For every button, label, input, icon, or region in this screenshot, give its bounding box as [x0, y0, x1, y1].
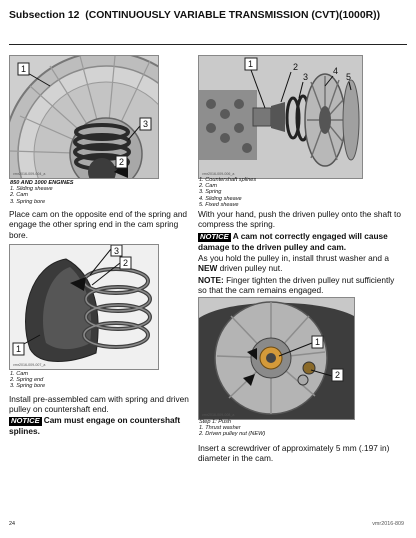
caption-item: 3. Spring bore	[10, 198, 46, 205]
caption-item: 5. Fixed sheave	[199, 201, 239, 208]
callout-2-label: 2	[335, 370, 341, 380]
callout-2-label: 2	[119, 157, 125, 167]
paragraph: Install pre-assembled cam with spring and driven pulley on countershaft end.	[9, 394, 189, 415]
figure-driven-pulley-parts	[198, 55, 363, 179]
figure-code: vmr2016-009-006_a	[202, 172, 235, 176]
caption-item: 2. Driven pulley nut (NEW)	[199, 431, 266, 438]
page-number: 24	[9, 521, 15, 527]
notice-block	[9, 415, 193, 436]
paragraph: Place cam on the opposite end of the spring and engage the other spring end in the cam spring bore.	[9, 209, 188, 240]
installation-illustration	[199, 298, 354, 419]
pulley-parts-illustration	[199, 56, 362, 178]
cam-illustration	[10, 245, 158, 369]
callout-1-label: 1	[315, 337, 321, 347]
note-block	[198, 275, 404, 296]
notice-label: NOTICE	[200, 232, 229, 241]
figure-code: vmr2016-009-007_a	[13, 363, 46, 367]
callout-3-label: 3	[114, 246, 120, 256]
caption-item: 4. Sliding sheave	[199, 195, 242, 202]
caption-item: 2. Spring end	[10, 377, 44, 384]
callout-1-label: 1	[248, 59, 254, 69]
paragraph: Insert a screwdriver of approximately 5 mm (.197 in) diameter in the cam.	[198, 443, 390, 464]
subsection-label: Subsection 12	[9, 10, 80, 21]
callout-5-label: 5	[346, 72, 352, 82]
page-header	[9, 10, 380, 21]
caption-item: 3. Spring	[199, 189, 222, 196]
caption-item: 1. Thrust washer	[199, 425, 241, 432]
pulley-illustration	[10, 56, 158, 178]
callout-2-label: 2	[123, 258, 129, 268]
figure-thrust-washer-nut	[198, 297, 355, 420]
caption-item: 2. Cam	[199, 183, 218, 190]
caption-step: Step 1: Push	[199, 419, 232, 425]
caption-item: 3. Spring bore	[10, 383, 46, 390]
callout-1-label: 1	[21, 64, 27, 74]
caption-item: 1. Countershaft splines	[199, 177, 257, 183]
callout-4-label: 4	[333, 66, 339, 76]
caption-item: 1. Cam	[10, 371, 29, 377]
callout-3-label: 3	[303, 72, 309, 82]
note-label: NOTE:	[198, 275, 224, 285]
figure-3-caption	[10, 371, 158, 390]
header-rule	[9, 44, 407, 45]
caption-item: 2. Cam	[10, 192, 29, 199]
callout-2-label: 2	[293, 62, 299, 72]
figure-cam-spring-bore	[9, 55, 159, 179]
figure-cam-spring	[9, 244, 159, 370]
note-text: Finger tighten the driven pulley nut sufficiently so that the cam remains engaged.	[198, 275, 395, 296]
figure-code: vmr2016-009-008_a	[202, 413, 235, 417]
paragraph: With your hand, push the driven pulley onto the shaft to compress the spring.	[198, 209, 401, 230]
figure-4-caption	[199, 419, 362, 438]
paragraph-part: As you hold the pulley in, install thrust washer and a	[198, 253, 389, 263]
paragraph-part: driven pulley nut.	[217, 263, 283, 274]
paragraph-emphasis: NEW	[198, 263, 218, 274]
paragraph	[198, 253, 404, 274]
notice-text: A cam not correctly engaged will cause damage to the driven pulley and cam.	[198, 231, 388, 252]
figure-1-caption	[10, 180, 158, 205]
callout-1-label: 1	[16, 344, 22, 354]
figure-2-caption	[199, 177, 362, 208]
figure-code: vmr2016-009-004_a	[13, 172, 46, 176]
document-code: vmr2016-809	[372, 521, 404, 527]
caption-title: 850 AND 1000 ENGINES	[10, 180, 74, 186]
caption-item: 1. Sliding sheave	[10, 186, 53, 193]
subsection-title: (CONTINUOUSLY VARIABLE TRANSMISSION (CVT)(1000R))	[85, 10, 381, 21]
notice-label: NOTICE	[11, 416, 40, 425]
callout-3-label: 3	[143, 119, 149, 129]
notice-text: Cam must engage on countershaft splines.	[9, 415, 181, 436]
notice-block	[198, 231, 404, 252]
